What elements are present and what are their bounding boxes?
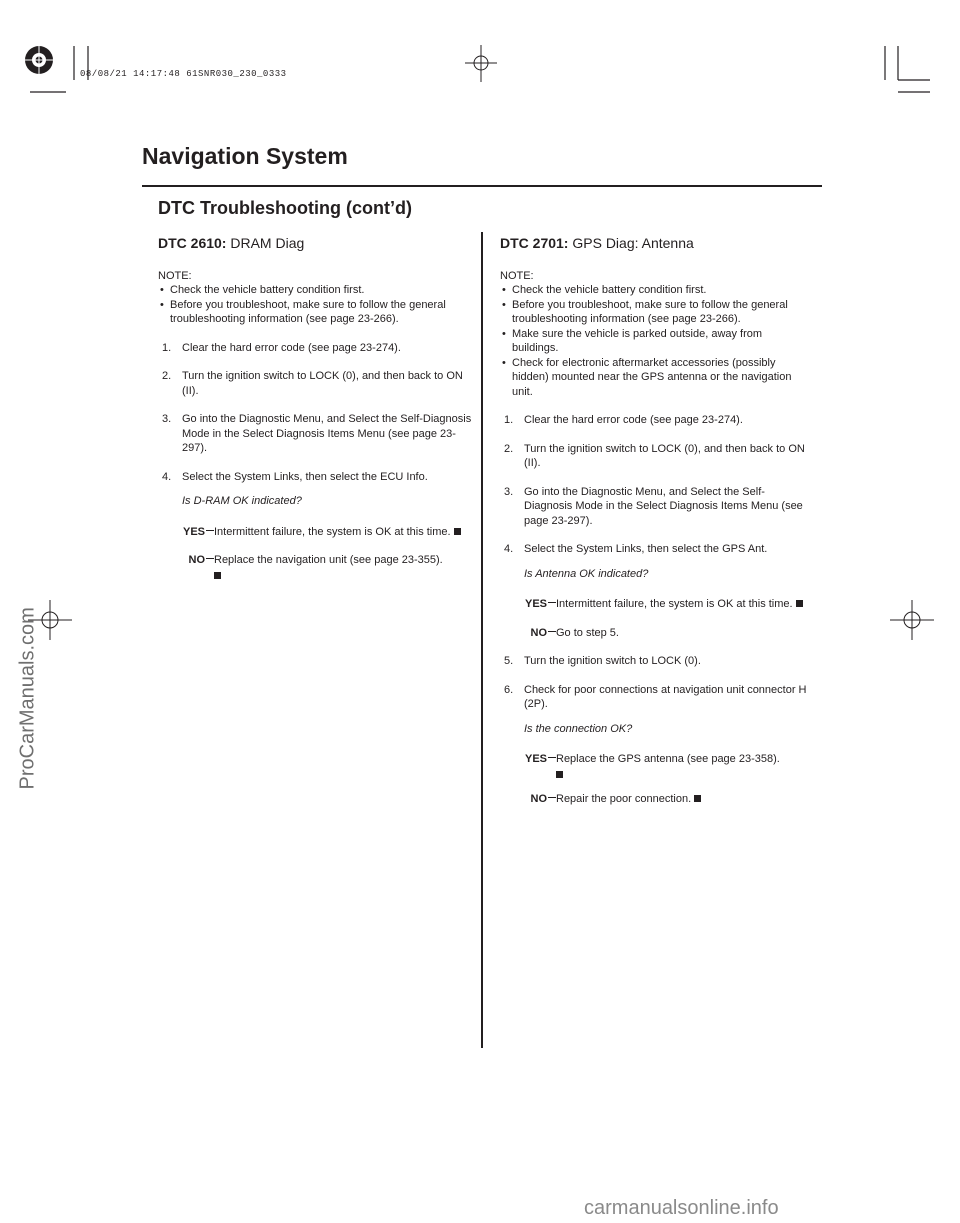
dtc-2701-heading [500, 236, 810, 251]
note-item: • Before you troubleshoot, make sure to follow the general troubleshooting information (see page 23-266). [500, 298, 810, 327]
yes-label: YES [500, 597, 556, 612]
yes-text: Intermittent failure, the system is OK at this time. [556, 598, 793, 610]
title-rule [142, 185, 822, 187]
end-mark-icon [214, 572, 221, 579]
procedure-step: 5. Turn the ignition switch to LOCK (0). [504, 655, 701, 667]
no-text: Replace the navigation unit (see page 23-355). [214, 554, 443, 566]
note-item: • Make sure the vehicle is parked outside, away from buildings. [500, 327, 810, 356]
no-answer [500, 626, 810, 641]
yes-label: YES [158, 525, 214, 540]
test-question: Is Antenna OK indicated? [524, 567, 649, 580]
note-block [500, 269, 810, 400]
dtc-code: DTC 2701: [500, 235, 569, 251]
procedure-step: 4. Select the System Links, then select the GPS Ant. [504, 543, 768, 555]
note-label: NOTE: [500, 269, 534, 282]
no-text: Go to step 5. [556, 626, 619, 639]
note-item: • Before you troubleshoot, make sure to follow the general troubleshooting information (see page 23-266). [158, 298, 473, 327]
page-title: Navigation System [142, 143, 348, 169]
column-divider [481, 232, 483, 1048]
no-answer [158, 553, 473, 579]
procedure-step: 2. Turn the ignition switch to LOCK (0), and then back to ON (II). [504, 442, 805, 469]
dtc-2610-heading [158, 236, 473, 251]
dtc-name: GPS Diag: Antenna [572, 235, 694, 251]
dtc-2610-column [158, 236, 473, 593]
no-answer [500, 792, 810, 807]
test-question: Is D-RAM OK indicated? [182, 495, 302, 507]
end-mark-icon [796, 600, 803, 607]
note-item: • Check the vehicle battery condition first. [500, 283, 810, 298]
procedure-step: 1. Clear the hard error code (see page 23-274). [162, 341, 401, 354]
dtc-code: DTC 2610: [158, 235, 227, 251]
yes-answer [158, 525, 473, 540]
no-label: NO [500, 792, 556, 807]
procedure-step: 2. Turn the ignition switch to LOCK (0), and then back to ON (II). [162, 370, 463, 397]
section-title: DTC Troubleshooting (cont’d) [158, 198, 412, 218]
end-mark-icon [694, 795, 701, 802]
procedure-step: 4. Select the System Links, then select the ECU Info. [162, 470, 428, 483]
procedure-step: 1. Clear the hard error code (see page 23-274). [504, 414, 743, 426]
yes-answer [500, 752, 810, 778]
procedure-step: 3. Go into the Diagnostic Menu, and Select the Self-Diagnosis Mode in the Select Diagnosis Items Menu (see page 23-297). [504, 485, 803, 527]
test-question: Is the connection OK? [524, 722, 633, 735]
end-mark-icon [454, 528, 461, 535]
yes-text: Intermittent failure, the system is OK at this time. [214, 525, 451, 538]
yes-text: Replace the GPS antenna (see page 23-358). [556, 753, 780, 765]
end-mark-icon [556, 771, 563, 778]
print-stamp: 08/08/21 14:17:48 61SNR030_230_0333 [80, 69, 287, 79]
no-label: NO [500, 626, 556, 641]
procedure-step: 6. Check for poor connections at navigation unit connector H (2P). [504, 683, 807, 710]
side-watermark: ProCarManuals.com [16, 607, 39, 790]
note-block [158, 269, 473, 327]
procedure-step: 3. Go into the Diagnostic Menu, and Select the Self-Diagnosis Mode in the Select Diagnosis Items Menu (see page 23-297). [162, 413, 472, 454]
note-item: • Check the vehicle battery condition first. [158, 283, 473, 298]
note-label: NOTE: [158, 269, 192, 282]
dtc-2701-column [500, 236, 810, 820]
footer-watermark: carmanualsonline.info [584, 1197, 779, 1219]
note-item: • Check for electronic aftermarket accessories (possibly hidden) mounted near the GPS antenna or the navigation unit. [500, 356, 810, 400]
no-label: NO [158, 553, 214, 568]
yes-answer [500, 597, 810, 612]
yes-label: YES [500, 752, 556, 767]
no-text: Repair the poor connection. [556, 792, 692, 805]
dtc-name: DRAM Diag [230, 235, 305, 251]
